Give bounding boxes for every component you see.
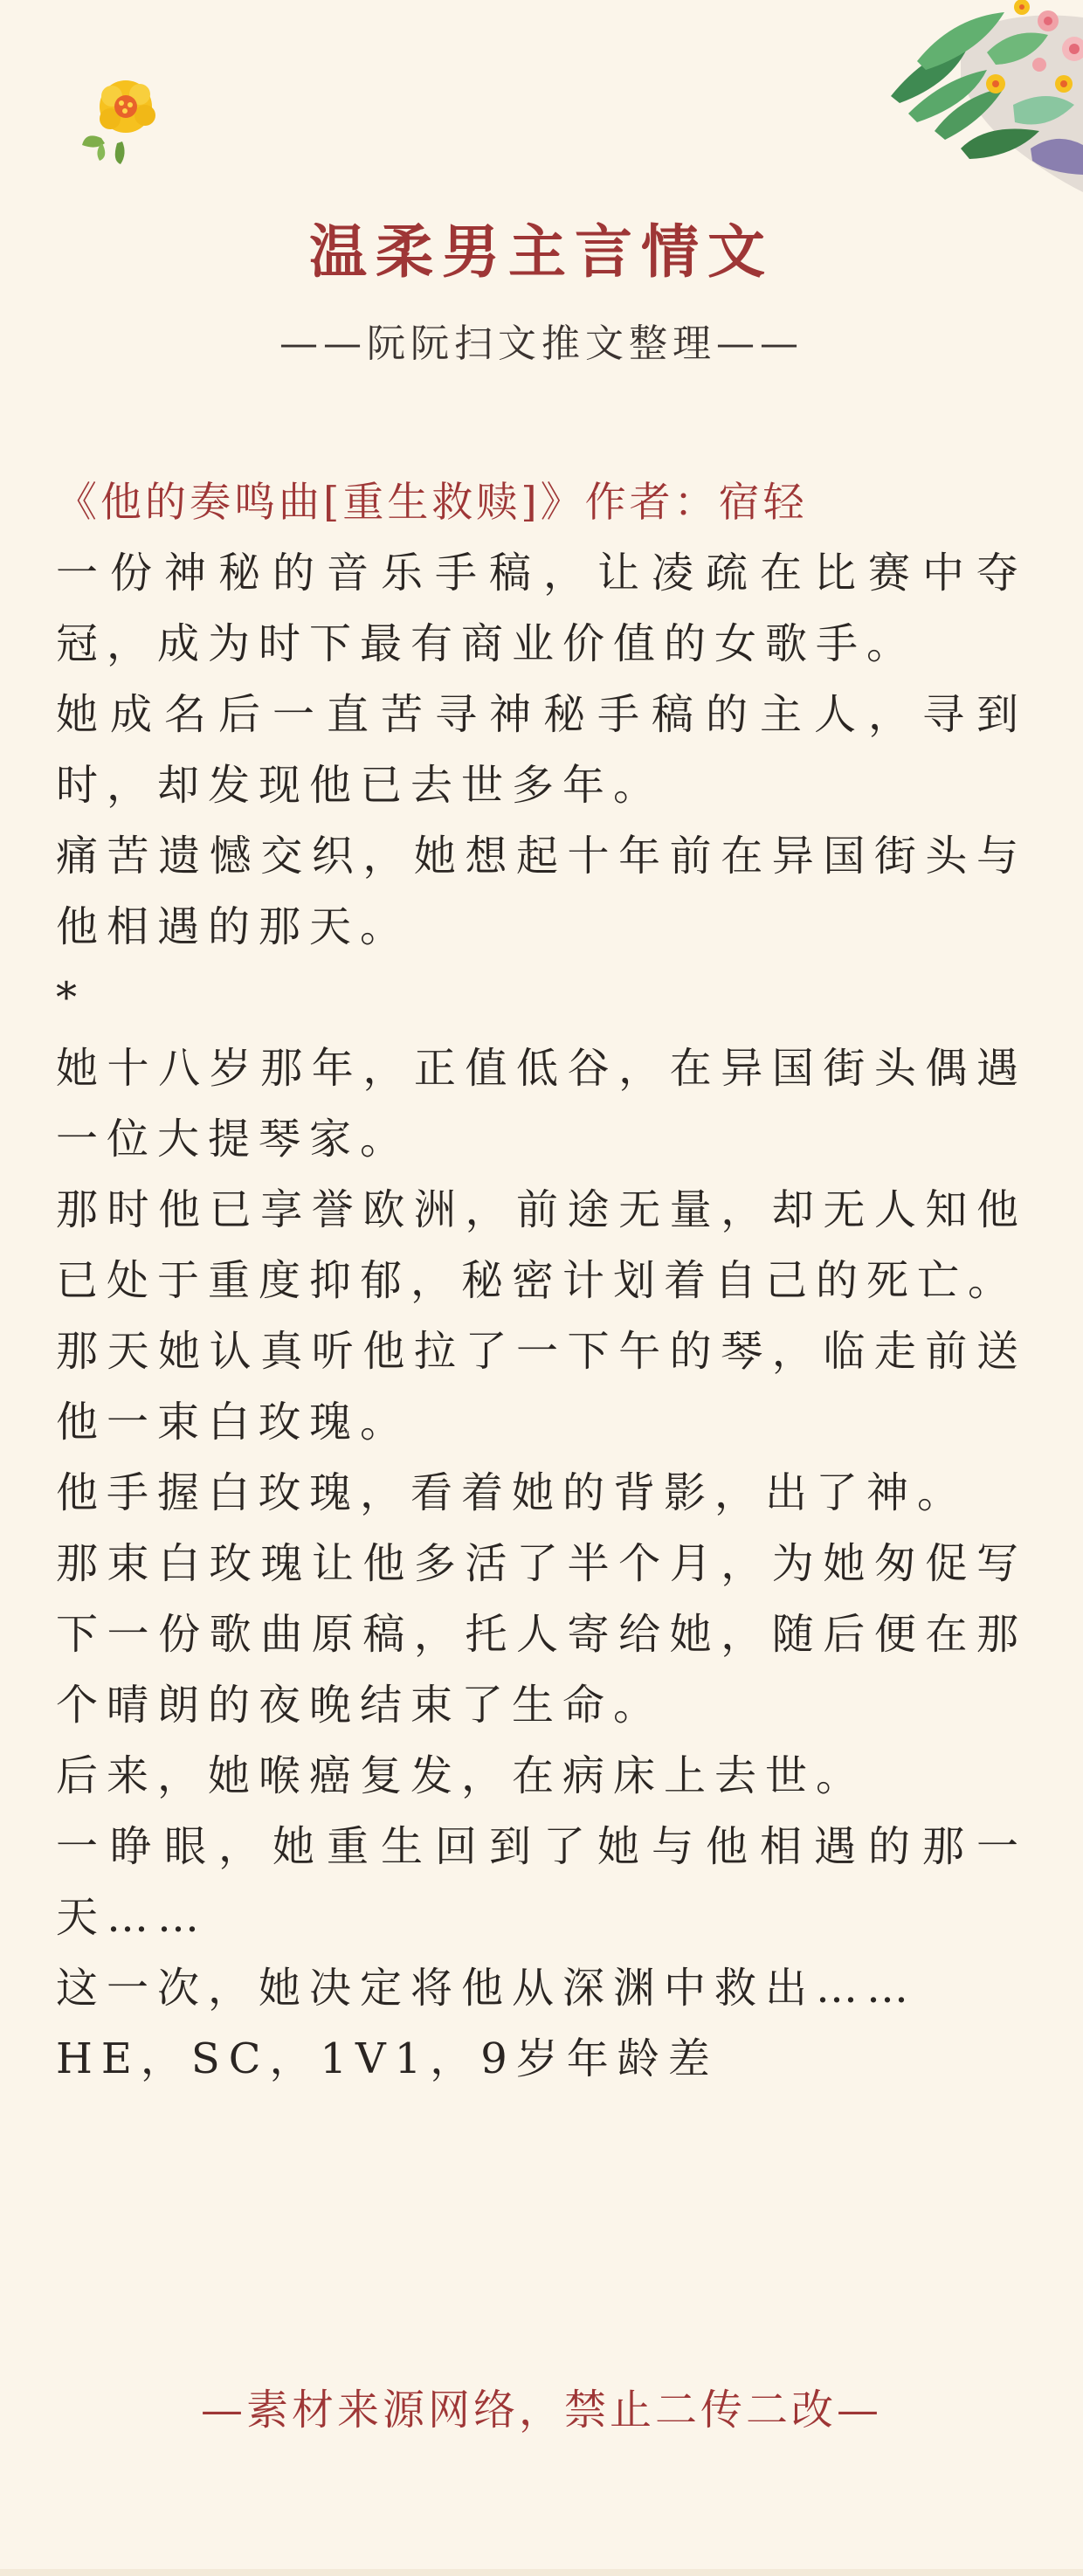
summary-paragraph-2: 她成名后一直苦寻神秘手稿的主人，寻到时，却发现他已去世多年。 [56,690,1027,810]
summary-paragraph-1: 一份神秘的音乐手稿，让凌疏在比赛中夺冠，成为时下最有商业价值的女歌手。 [56,549,1027,668]
summary-paragraph-11: 这一次，她决定将他从深渊中救出…… [56,1964,918,2013]
page-subtitle: ——阮阮扫文推文整理—— [279,321,804,366]
bottom-strip [0,2569,1083,2576]
summary-paragraph-3: 痛苦遗憾交织，她想起十年前在异国街头与他相遇的那天。 [56,832,1027,951]
summary-paragraph-4: 她十八岁那年，正值低谷，在异国街头偶遇一位大提琴家。 [56,1044,1027,1164]
summary-paragraph-10: 一睁眼，她重生回到了她与他相遇的那一天…… [56,1822,1027,1942]
section-separator: * [56,973,86,1022]
yellow-flower-icon [77,70,173,166]
summary-paragraph-9: 后来，她喉癌复发，在病床上去世。 [56,1751,867,1800]
page-title: 温柔男主言情文 [309,218,774,286]
book-heading: 《他的奏鸣曲[重生救赎]》作者：宿轻 [56,479,808,527]
summary-paragraph-5: 那时他已享誉欧洲，前途无量，却无人知他已处于重度抑郁，秘密计划着自己的死亡。 [56,1185,1027,1305]
book-summary [56,468,1027,2095]
footer-note: —素材来源网络，禁止二传二改— [200,2386,882,2434]
summary-paragraph-8: 那束白玫瑰让他多活了半个月，为她匆促写下一份歌曲原稿，托人寄给她，随后便在那个晴朗的夜晚结束了生命。 [56,1539,1027,1730]
summary-paragraph-6: 那天她认真听他拉了一下午的琴，临走前送他一束白玫瑰。 [56,1327,1027,1447]
botanical-decoration [786,0,1083,192]
book-tags: HE，SC，1V1，9岁年龄差 [56,2034,719,2083]
summary-paragraph-7: 他手握白玫瑰，看着她的背影，出了神。 [56,1468,969,1517]
